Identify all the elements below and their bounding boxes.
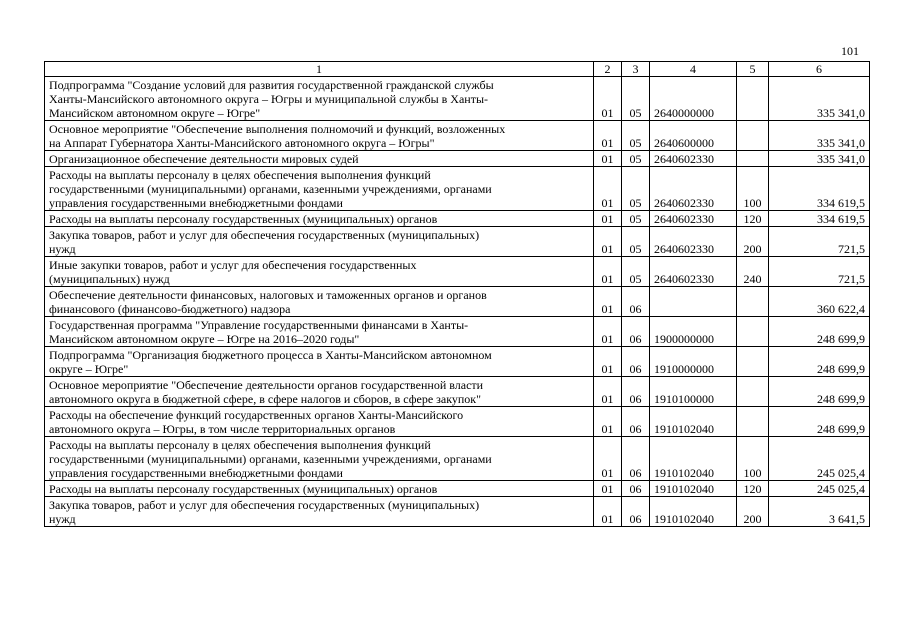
subsection-code: 05 — [622, 77, 650, 121]
table-row — [45, 437, 870, 481]
expense-type-code — [737, 377, 769, 407]
expense-type-code — [737, 317, 769, 347]
description-line: Государственная программа "Управление государственными финансами в Ханты- — [49, 318, 469, 332]
section-code: 01 — [594, 497, 622, 527]
column-header-2: 2 — [594, 62, 622, 77]
row-description — [45, 407, 594, 437]
description-line: государственными (муниципальными) органами, казенными учреждениями, органами — [49, 452, 492, 466]
description-line: Закупка товаров, работ и услуг для обеспечения государственных (муниципальных) — [49, 228, 480, 242]
section-code: 01 — [594, 227, 622, 257]
table-row — [45, 257, 870, 287]
expense-type-code: 200 — [737, 497, 769, 527]
target-article-code: 1910100000 — [650, 377, 737, 407]
table-header-row — [45, 62, 870, 77]
description-line: автономного округа – Югры, в том числе территориальных органов — [49, 422, 396, 436]
description-line: нужд — [49, 512, 76, 526]
subsection-code: 05 — [622, 257, 650, 287]
table-row — [45, 151, 870, 167]
section-code: 01 — [594, 287, 622, 317]
subsection-code: 06 — [622, 497, 650, 527]
expense-type-code: 200 — [737, 227, 769, 257]
row-description — [45, 437, 594, 481]
expense-type-code: 100 — [737, 167, 769, 211]
row-description — [45, 167, 594, 211]
table-row — [45, 167, 870, 211]
description-line: Основное мероприятие "Обеспечение выполнения полномочий и функций, возложенных — [49, 122, 506, 136]
amount: 248 699,9 — [769, 317, 870, 347]
target-article-code — [650, 287, 737, 317]
description-line: Расходы на выплаты персоналу государственных (муниципальных) органов — [49, 212, 438, 226]
expense-type-code — [737, 77, 769, 121]
row-description — [45, 347, 594, 377]
target-article-code: 1910000000 — [650, 347, 737, 377]
section-code: 01 — [594, 407, 622, 437]
table-row — [45, 317, 870, 347]
target-article-code: 1910102040 — [650, 407, 737, 437]
table-row — [45, 287, 870, 317]
description-line: нужд — [49, 242, 76, 256]
expense-type-code: 240 — [737, 257, 769, 287]
amount: 721,5 — [769, 257, 870, 287]
amount: 245 025,4 — [769, 437, 870, 481]
table-row — [45, 481, 870, 497]
description-line: на Аппарат Губернатора Ханты-Мансийского автономного округа – Югры" — [49, 136, 435, 150]
subsection-code: 05 — [622, 167, 650, 211]
amount: 335 341,0 — [769, 121, 870, 151]
row-description — [45, 317, 594, 347]
amount: 248 699,9 — [769, 347, 870, 377]
section-code: 01 — [594, 121, 622, 151]
row-description — [45, 77, 594, 121]
description-line: управления государственными внебюджетными фондами — [49, 466, 343, 480]
subsection-code: 05 — [622, 211, 650, 227]
target-article-code: 1900000000 — [650, 317, 737, 347]
target-article-code: 2640600000 — [650, 121, 737, 151]
section-code: 01 — [594, 151, 622, 167]
amount: 248 699,9 — [769, 407, 870, 437]
row-description — [45, 377, 594, 407]
table-row — [45, 497, 870, 527]
subsection-code: 06 — [622, 287, 650, 317]
description-line: Ханты-Мансийского автономного округа – Югры и муниципальной службы в Ханты- — [49, 92, 489, 106]
target-article-code: 2640602330 — [650, 227, 737, 257]
target-article-code: 2640602330 — [650, 211, 737, 227]
description-line: Подпрограмма "Создание условий для развития государственной гражданской службы — [49, 78, 494, 92]
subsection-code: 06 — [622, 377, 650, 407]
amount: 360 622,4 — [769, 287, 870, 317]
amount: 245 025,4 — [769, 481, 870, 497]
row-description — [45, 497, 594, 527]
column-header-6: 6 — [769, 62, 870, 77]
target-article-code: 2640602330 — [650, 151, 737, 167]
description-line: Расходы на выплаты персоналу в целях обеспечения выполнения функций — [49, 438, 431, 452]
description-line: государственными (муниципальными) органами, казенными учреждениями, органами — [49, 182, 492, 196]
table-row — [45, 211, 870, 227]
subsection-code: 05 — [622, 151, 650, 167]
section-code: 01 — [594, 317, 622, 347]
column-header-3: 3 — [622, 62, 650, 77]
description-line: Мансийском автономном округе – Югре" — [49, 106, 261, 120]
expense-type-code — [737, 347, 769, 377]
table-row — [45, 227, 870, 257]
target-article-code: 2640602330 — [650, 167, 737, 211]
subsection-code: 05 — [622, 227, 650, 257]
table-row — [45, 377, 870, 407]
subsection-code: 06 — [622, 407, 650, 437]
section-code: 01 — [594, 377, 622, 407]
row-description — [45, 211, 594, 227]
budget-table — [44, 61, 870, 527]
column-header-1: 1 — [45, 62, 594, 77]
target-article-code: 2640000000 — [650, 77, 737, 121]
description-line: управления государственными внебюджетными фондами — [49, 196, 343, 210]
description-line: финансового (финансово-бюджетного) надзора — [49, 302, 291, 316]
description-line: автономного округа в бюджетной сфере, в сфере налогов и сборов, в сфере закупок" — [49, 392, 482, 406]
description-line: Иные закупки товаров, работ и услуг для обеспечения государственных — [49, 258, 417, 272]
row-description — [45, 257, 594, 287]
row-description — [45, 481, 594, 497]
expense-type-code — [737, 151, 769, 167]
description-line: Расходы на выплаты персоналу государственных (муниципальных) органов — [49, 482, 438, 496]
row-description — [45, 121, 594, 151]
section-code: 01 — [594, 211, 622, 227]
amount: 3 641,5 — [769, 497, 870, 527]
table-row — [45, 407, 870, 437]
section-code: 01 — [594, 257, 622, 287]
section-code: 01 — [594, 481, 622, 497]
amount: 334 619,5 — [769, 211, 870, 227]
section-code: 01 — [594, 347, 622, 377]
section-code: 01 — [594, 167, 622, 211]
target-article-code: 1910102040 — [650, 497, 737, 527]
subsection-code: 06 — [622, 437, 650, 481]
subsection-code: 06 — [622, 347, 650, 377]
amount: 335 341,0 — [769, 77, 870, 121]
expense-type-code: 120 — [737, 211, 769, 227]
expense-type-code — [737, 287, 769, 317]
column-header-5: 5 — [737, 62, 769, 77]
subsection-code: 06 — [622, 317, 650, 347]
amount: 248 699,9 — [769, 377, 870, 407]
expense-type-code: 100 — [737, 437, 769, 481]
row-description — [45, 227, 594, 257]
description-line: Основное мероприятие "Обеспечение деятельности органов государственной власти — [49, 378, 484, 392]
table-row — [45, 347, 870, 377]
target-article-code: 1910102040 — [650, 437, 737, 481]
table-row — [45, 121, 870, 151]
amount: 721,5 — [769, 227, 870, 257]
amount: 334 619,5 — [769, 167, 870, 211]
amount: 335 341,0 — [769, 151, 870, 167]
expense-type-code: 120 — [737, 481, 769, 497]
row-description — [45, 151, 594, 167]
description-line: Закупка товаров, работ и услуг для обеспечения государственных (муниципальных) — [49, 498, 480, 512]
row-description — [45, 287, 594, 317]
target-article-code: 1910102040 — [650, 481, 737, 497]
subsection-code: 05 — [622, 121, 650, 151]
description-line: Расходы на выплаты персоналу в целях обеспечения выполнения функций — [49, 168, 431, 182]
description-line: Подпрограмма "Организация бюджетного процесса в Ханты-Мансийском автономном — [49, 348, 492, 362]
section-code: 01 — [594, 437, 622, 481]
expense-type-code — [737, 407, 769, 437]
column-header-4: 4 — [650, 62, 737, 77]
description-line: Обеспечение деятельности финансовых, налоговых и таможенных органов и органов — [49, 288, 487, 302]
section-code: 01 — [594, 77, 622, 121]
description-line: (муниципальных) нужд — [49, 272, 170, 286]
page-number: 101 — [841, 44, 859, 58]
description-line: Организационное обеспечение деятельности мировых судей — [49, 152, 359, 166]
target-article-code: 2640602330 — [650, 257, 737, 287]
description-line: Расходы на обеспечение функций государственных органов Ханты-Мансийского — [49, 408, 464, 422]
table-row — [45, 77, 870, 121]
subsection-code: 06 — [622, 481, 650, 497]
expense-type-code — [737, 121, 769, 151]
description-line: Мансийском автономном округе – Югре на 2016–2020 годы" — [49, 332, 360, 346]
description-line: округе – Югре" — [49, 362, 129, 376]
